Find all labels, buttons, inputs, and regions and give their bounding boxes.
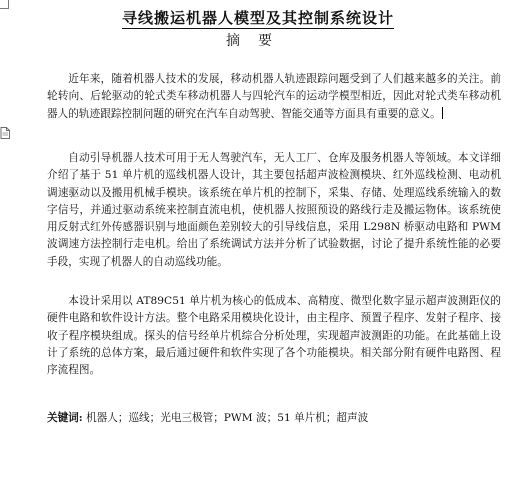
document-icon (0, 127, 10, 139)
paragraph-3[interactable]: 本设计采用以 AT89C51 单片机为核心的低成本、高精度、微型化数字显示超声波测距仪的硬件电路和软件设计方法。整个电路采用模块化设计，由主程序、预置子程序、发射子程序、接收子程序模块组成。探头的信号经单片机综合分析处理，实现超声波测距的功能。在此基础上设计了系统的总体方案，最后通过硬件和软件实现了各个功能模块。相关部分附有硬件电路图、程序流程图。 (47, 295, 501, 377)
keywords-text: 机器人；巡线；光电三极管；PWM 波；51 单片机；超声波 (86, 412, 369, 424)
document-title (0, 7, 516, 28)
abstract-body-2[interactable] (47, 150, 501, 271)
abstract-body[interactable] (47, 71, 501, 123)
keywords-label: 关键词: (47, 412, 83, 424)
abstract-heading: 摘要 (226, 33, 290, 49)
document-title-text: 寻线搬运机器人模型及其控制系统设计 (121, 9, 394, 27)
keywords-line (47, 410, 368, 425)
abstract-body-3[interactable] (47, 293, 501, 379)
text-cursor (442, 107, 443, 119)
paragraph-1[interactable] (47, 71, 501, 123)
paragraph-1-text: 近年来，随着机器人技术的发展，移动机器人轨迹跟踪问题受到了人们越来越多的关注。前轮转向、后轮驱动的轮式类车移动机器人与四轮汽车的运动学模型相近，因此对轮式类车移动机器人的轨迹跟踪控制问题的研究在汽车自动驾驶、智能交通等方面具有重要的意义。 (47, 73, 501, 120)
paragraph-2[interactable]: 自动引导机器人技术可用于无人驾驶汽车，无人工厂、仓库及服务机器人等领域。本文详细介绍了基于 51 单片机的巡线机器人设计，其主要包括超声波检测模块、红外巡线检测、电动机调速驱动以及搬用机械手模块。该系统在单片机的控制下，采集、存储、处理巡线系统输入的数字信号，并通过驱动系统来控制直流电机，使机器人按照预设的路线行走及搬运物体。该系统使用反射式红外传感器识别与地面颜色差别较大的引导线信息，采用 L298N 桥驱动电路和 PWM 波调速方法控制行走电机。给出了系统调试方法并分析了试验数据，讨论了提升系统性能的必要手段，实现了机器人的自动巡线功能。 (47, 152, 501, 268)
